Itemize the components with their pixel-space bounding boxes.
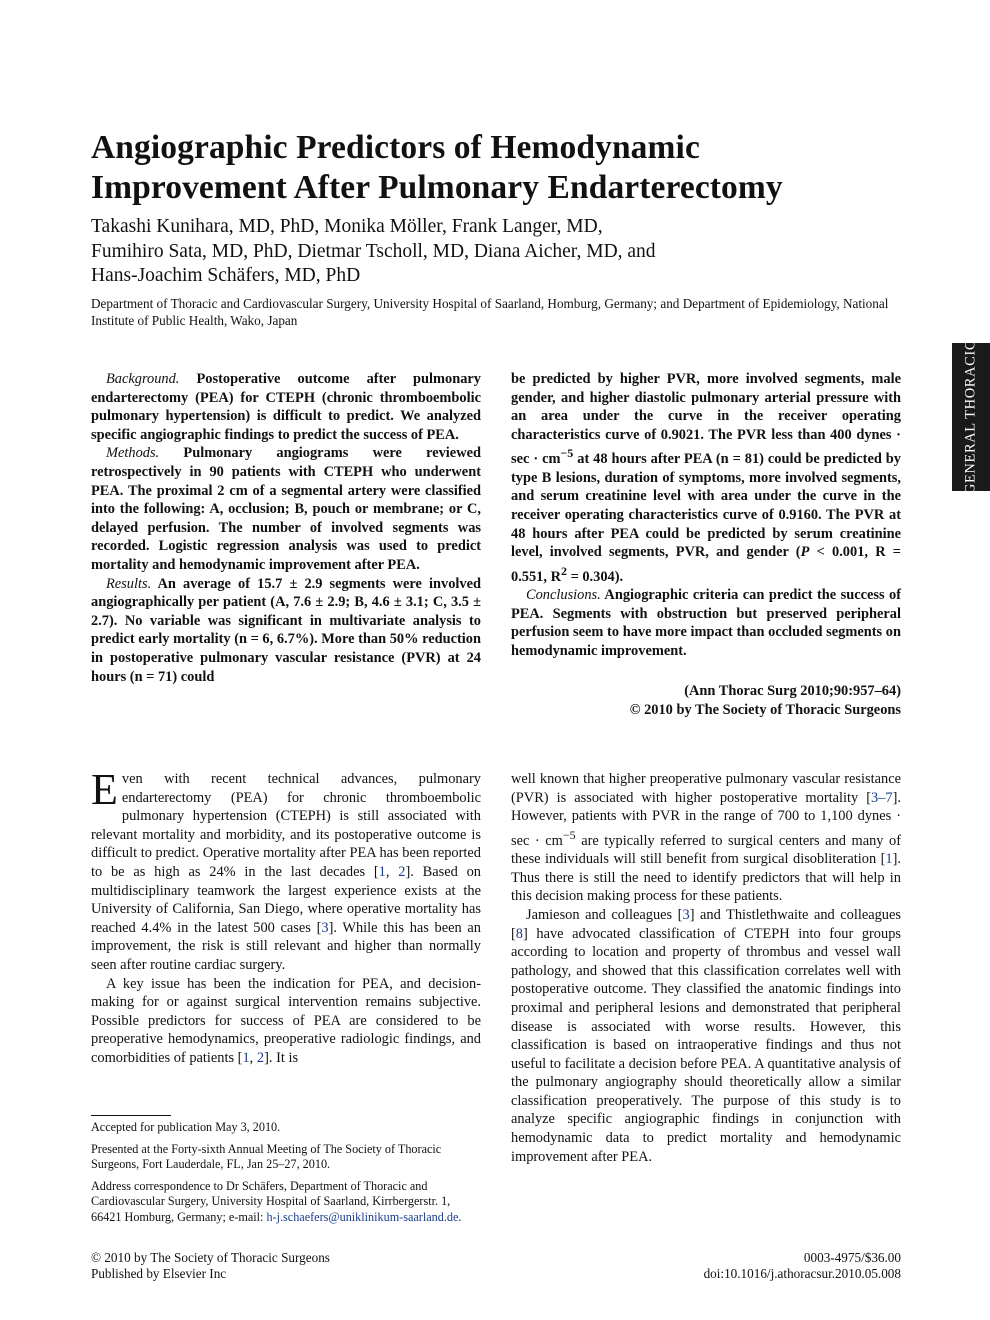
authors-line-2: Fumihiro Sata, MD, PhD, Dietmar Tscholl, MD, Diana Aicher, MD, and xyxy=(91,240,656,262)
methods-text: Pulmonary angiograms were reviewed retrospectively in 90 patients with CTEPH who underwent PEA. The proximal 2 cm of a segmental artery were classified into the following: A, occlusion; B, pouch or membrane; or C, delayed perfusion. The number of involved segments was recorded. Logistic regression analysis was used to predict mortality and hemodynamic improvement after PEA. xyxy=(91,445,481,573)
reference-link[interactable]: 1 xyxy=(378,863,386,880)
authors-line-1: Takashi Kunihara, MD, PhD, Monika Möller, Frank Langer, MD, xyxy=(91,216,603,237)
citation-line-1: (Ann Thorac Surg 2010;90:957–64) xyxy=(684,683,901,699)
reference-link[interactable]: 2 xyxy=(398,863,406,880)
results-cont-b: at 48 hours after PEA (n = 81) could be predicted by type B lesions, duration of symptoms, more involved segments, and serum creatinine level with area under the curve in the receiver operating characteristics curve of 0.9160. The PVR at 48 hours after PEA could be predicted by serum creatinine level, involved segments, PVR, and gender ( xyxy=(511,451,901,561)
citation-line-2: © 2010 by The Society of Thoracic Surgeons xyxy=(629,702,901,718)
p4-text-a: Jamieson and colleagues [ xyxy=(526,906,683,923)
address-text: Address correspondence to Dr Schäfers, Department of Thoracic and Cardiovascular Surgery, University Hospital of Saarland, Kirrbergerstr. 1, 66421 Homburg, Germany; e-mail: xyxy=(91,1178,451,1224)
p3-text-d: ]. Thus there is still the need to identify predictors that will help in this decision making process for these patients. xyxy=(511,851,901,905)
p2-text-b: ]. It is xyxy=(264,1049,299,1066)
drop-cap: E xyxy=(91,765,118,814)
results-superscript-1: −5 xyxy=(560,446,574,461)
p1-text-c: ]. While this has been an improvement, the risk is still relevant and higher than normally seen after routine cardiac surgery. xyxy=(91,919,481,973)
results-p-symbol: P xyxy=(800,544,810,561)
abstract-methods xyxy=(91,444,481,574)
footnotes xyxy=(91,1120,481,1231)
address-end: . xyxy=(458,1209,462,1224)
abstract-results xyxy=(91,575,481,687)
reference-link[interactable]: 1 xyxy=(242,1049,250,1066)
results-heading: Results. xyxy=(106,575,152,592)
issn-price: 0003-4975/$36.00 xyxy=(803,1250,901,1265)
copyright-line: © 2010 by The Society of Thoracic Surgeons xyxy=(91,1250,330,1265)
body-right-column xyxy=(511,770,901,1166)
p3-text-c: are typically referred to surgical centers and many of these individuals will still benefit from surgical disobliteration [ xyxy=(511,832,902,868)
doi: doi:10.1016/j.athoracsur.2010.05.008 xyxy=(703,1266,901,1281)
reference-link[interactable]: 3 xyxy=(321,919,329,936)
background-heading: Background. xyxy=(106,371,180,387)
results-cont-a: be predicted by higher PVR, more involved segments, male gender, and higher diastolic pulmonary arterial pressure with an area under the curve in the receiver operating characteristics curve of 0.9021. The PVR less than 400 dynes · sec · cm xyxy=(511,371,901,468)
title-line-2: Improvement After Pulmonary Endarterectomy xyxy=(91,169,783,206)
bottom-right-identifiers xyxy=(611,1250,901,1282)
reference-link[interactable]: 1 xyxy=(885,851,893,868)
abstract-right-column xyxy=(511,370,901,661)
results-text: An average of 15.7 ± 2.9 segments were involved angiographically per patient (A, 7.6 ± 2.9; B, 4.6 ± 3.1; C, 3.5 ± 2.7). No variable was significant in multivariate analysis to predict early mortality (n = 6, 6.7%). More than 50% reduction in postoperative pulmonary vascular resistance (PVR) at 24 hours (n = 71) could xyxy=(91,575,481,685)
reference-link[interactable]: 8 xyxy=(515,925,523,942)
p3-text-a: well known that higher preoperative pulmonary vascular resistance (PVR) is associated with higher postoperative mortality [ xyxy=(511,771,901,806)
footnote-rule xyxy=(91,1115,171,1116)
p4-text-c: ] have advocated classification of CTEPH into four groups according to location and property of thrombus and vessel wall pathology, and showed that this classification correlates well with postoperative outcome. They classified the anatomic findings into proximal and peripheral lesions and demonstrated that peripheral disease is associated with worse results. However, this classification is based on intraoperative findings and thus not useful to facilitate a decision before PEA. A quantitative analysis of the pulmonary angiography should theoretically allow a similar classification preoperatively. The purpose of this study is to analyze specific angiographic findings in conjunction with hemodynamic data to predict mortality and hemodynamic improvement after PEA. xyxy=(511,925,901,1165)
results-cont-d: = 0.304). xyxy=(566,568,624,585)
footnote-accepted: Accepted for publication May 3, 2010. xyxy=(91,1120,281,1134)
body-left-column xyxy=(91,765,481,1068)
section-side-tab xyxy=(952,339,990,495)
p2-text-a: A key issue has been the indication for PEA, and decision-making for or against surgical intervention remains subjective. Possible predictors for success of PEA are considered to be preoperative hemodynamics, preoperative radiologic findings, and comorbidities of patients [ xyxy=(91,975,481,1066)
abstract-results-continued xyxy=(511,370,901,586)
conclusions-heading: Conclusions. xyxy=(526,587,601,604)
journal-citation xyxy=(511,682,901,720)
ref-separator: , xyxy=(385,863,399,880)
title-line-1: Angiographic Predictors of Hemodynamic xyxy=(91,129,700,166)
body-paragraph-3 xyxy=(511,770,901,906)
footnote-presented: Presented at the Forty-sixth Annual Meeting of The Society of Thoracic Surgeons, Fort Lauderdale, FL, Jan 25–27, 2010. xyxy=(91,1141,442,1171)
body-paragraph-4 xyxy=(511,906,901,1166)
email-link[interactable]: h-j.schaefers@uniklinikum-saarland.de xyxy=(266,1209,459,1224)
background-text: Postoperative outcome after pulmonary endarterectomy (PEA) for CTEPH (chronic thromboembolic pulmonary hypertension) is difficult to predict. We analyzed specific angiographic findings to predict the success of PEA. xyxy=(91,371,481,443)
results-cont-c: < 0.001, R = 0.551, R xyxy=(511,544,901,585)
p1-text-a: ven with recent technical advances, pulmonary endarterectomy (PEA) for chronic thromboembolic pulmonary hypertension (CTEPH) is still associated with relevant mortality and morbidity, and its postoperative outcome is difficult to predict. Operative mortality after PEA has been reported to be as high as 24% in the last decades [ xyxy=(91,771,481,880)
ref-separator: , xyxy=(249,1049,257,1066)
abstract-background xyxy=(91,370,481,444)
side-tab-label: GENERAL THORACIC xyxy=(962,339,979,495)
p4-text-b: ] and Thistlethwaite and colleagues [ xyxy=(511,906,901,942)
publisher-line: Published by Elsevier Inc xyxy=(91,1266,227,1281)
methods-heading: Methods. xyxy=(106,445,160,462)
abstract-conclusions xyxy=(511,586,901,660)
footnote-address xyxy=(91,1179,481,1226)
reference-link[interactable]: 3 xyxy=(682,906,690,923)
p3-text-b: ]. However, patients with PVR in the range of 700 to 1,100 dynes · sec · cm xyxy=(511,789,901,849)
article-title xyxy=(91,128,911,208)
conclusions-text: Angiographic criteria can predict the success of PEA. Segments with obstruction but preserved peripheral perfusion seem to have more impact than occluded segments on hemodynamic improvement. xyxy=(511,587,901,659)
p1-text-b: ]. Based on multidisciplinary teamwork the largest experience exists at the University of California, San Diego, where operative mortality has reached 4.4% in the latest 500 cases [ xyxy=(91,863,481,936)
abstract-left-column xyxy=(91,370,481,686)
authors-line-3: Hans-Joachim Schäfers, MD, PhD xyxy=(91,265,361,286)
p3-superscript: −5 xyxy=(562,827,576,842)
author-list xyxy=(91,215,911,289)
bottom-left-publisher xyxy=(91,1250,330,1282)
results-superscript-2: 2 xyxy=(560,563,567,578)
reference-link[interactable]: 3–7 xyxy=(871,789,893,806)
reference-link[interactable]: 2 xyxy=(256,1049,265,1066)
affiliation: Department of Thoracic and Cardiovascular Surgery, University Hospital of Saarland, Homburg, Germany; and Department of Epidemiology, National Institute of Public Health, Wako, Japan xyxy=(91,296,889,328)
body-paragraph-1 xyxy=(91,765,481,975)
body-paragraph-2 xyxy=(91,975,481,1068)
